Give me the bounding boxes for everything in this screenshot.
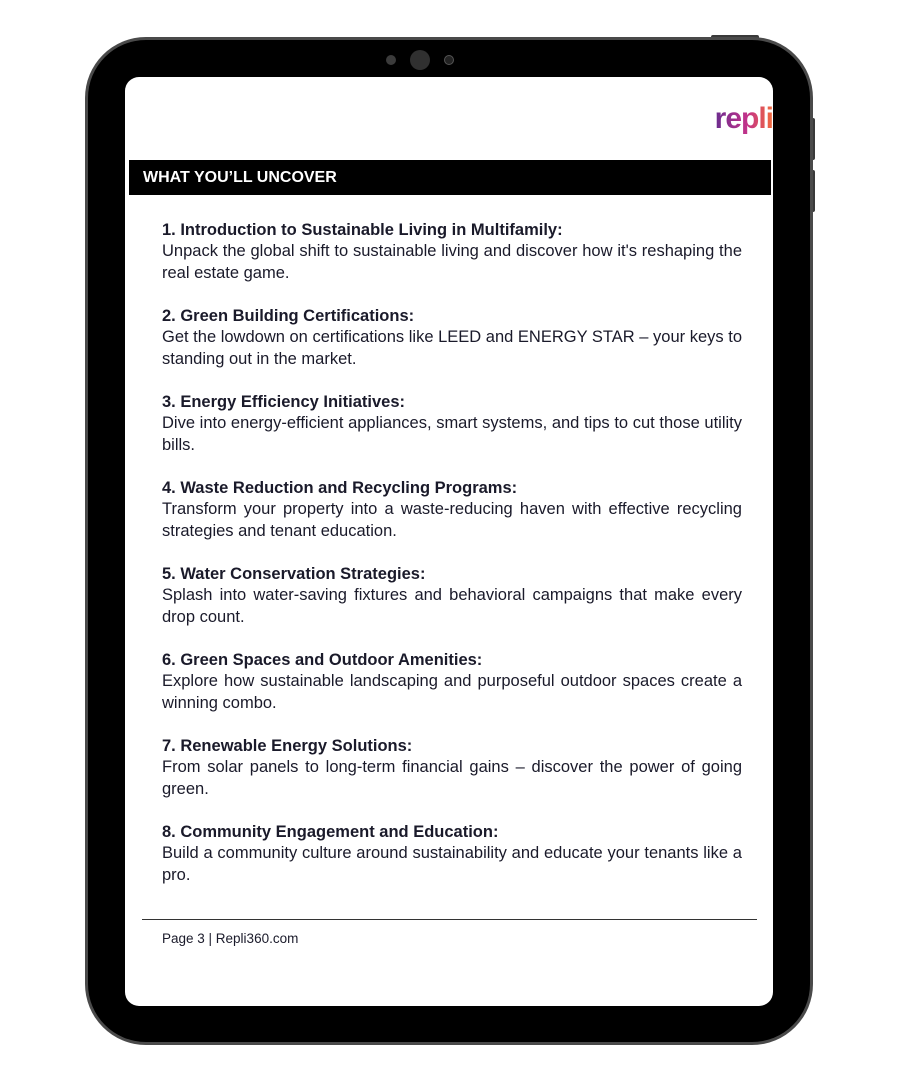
item-description: Splash into water-saving fixtures and behavioral campaigns that make every drop count. [162, 586, 742, 626]
item-description: Build a community culture around sustainability and educate your tenants like a pro. [162, 844, 742, 884]
item-description: Unpack the global shift to sustainable living and discover how it's reshaping the real estate game. [162, 242, 742, 282]
tablet-volume-down-button [810, 170, 815, 212]
content-list [162, 220, 742, 908]
list-item [162, 306, 742, 370]
footer-divider [142, 919, 757, 920]
tablet-volume-up-button [810, 118, 815, 160]
item-description: Explore how sustainable landscaping and purposeful outdoor spaces create a winning combo. [162, 672, 742, 712]
item-title: 5. Water Conservation Strategies: [162, 565, 426, 583]
item-title: 1. Introduction to Sustainable Living in Multifamily: [162, 221, 563, 239]
brand-logo: repli [715, 99, 773, 139]
light-sensor-icon [444, 55, 454, 65]
list-item [162, 392, 742, 456]
item-title: 4. Waste Reduction and Recycling Programs: [162, 479, 518, 497]
list-item [162, 650, 742, 714]
item-title: 6. Green Spaces and Outdoor Amenities: [162, 651, 483, 669]
item-title: 8. Community Engagement and Education: [162, 823, 499, 841]
item-description: Transform your property into a waste-reducing haven with effective recycling strategies and tenant education. [162, 500, 742, 540]
camera-icon [410, 50, 430, 70]
list-item [162, 564, 742, 628]
list-item [162, 736, 742, 800]
item-title: 2. Green Building Certifications: [162, 307, 415, 325]
item-description: Get the lowdown on certifications like LEED and ENERGY STAR – your keys to standing out in the market. [162, 328, 742, 368]
tablet-frame [88, 40, 810, 1042]
list-item [162, 822, 742, 886]
list-item [162, 478, 742, 542]
item-description: From solar panels to long-term financial gains – discover the power of going green. [162, 758, 742, 798]
document-page [125, 77, 773, 1006]
sensor-icon [386, 55, 396, 65]
page-footer: Page 3 | Repli360.com [162, 931, 299, 946]
camera-bar [88, 40, 810, 80]
item-title: 7. Renewable Energy Solutions: [162, 737, 413, 755]
item-title: 3. Energy Efficiency Initiatives: [162, 393, 406, 411]
section-header: WHAT YOU’LL UNCOVER [129, 160, 771, 195]
list-item [162, 220, 742, 284]
item-description: Dive into energy-efficient appliances, smart systems, and tips to cut those utility bills. [162, 414, 742, 454]
